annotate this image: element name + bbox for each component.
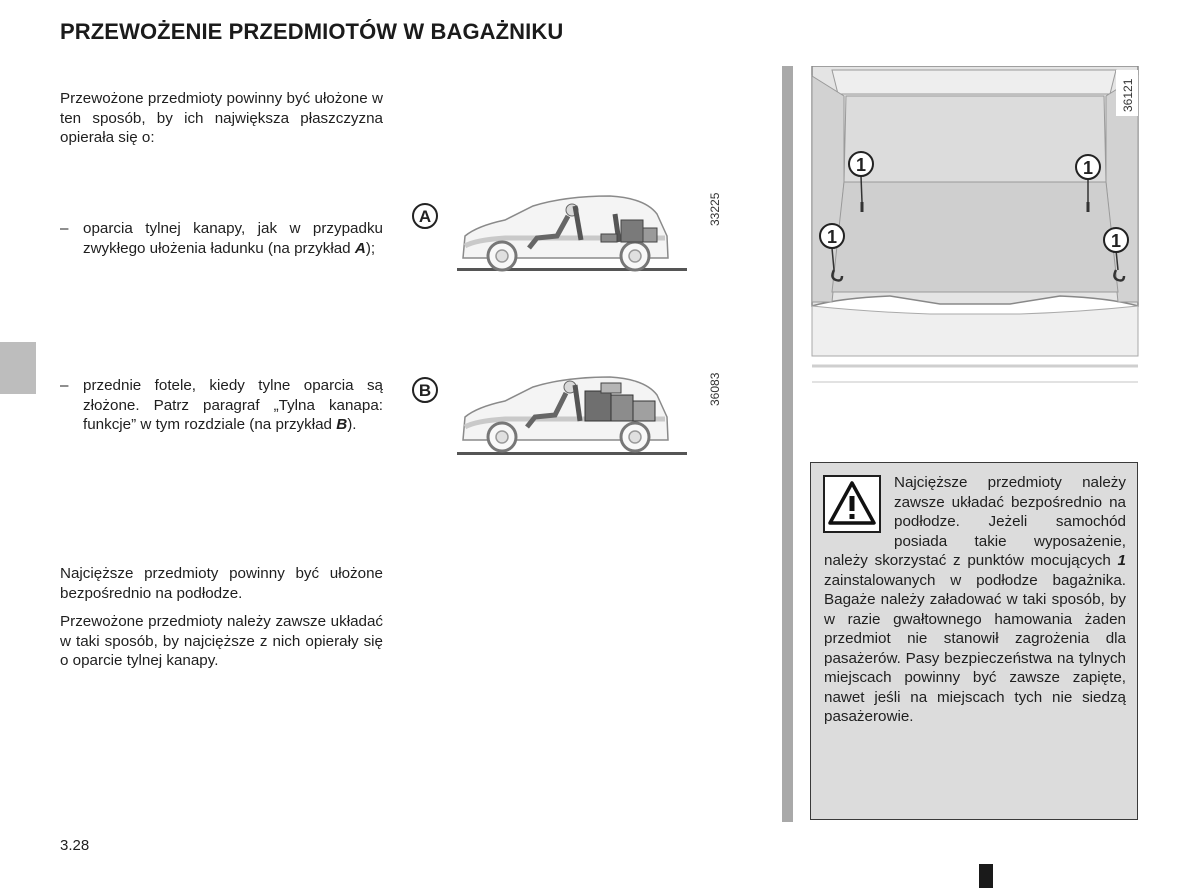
figure-b-code: 36083 xyxy=(708,372,722,406)
anchor-marker-1 xyxy=(820,224,844,248)
intro-paragraph: Przewożone przedmioty powinny być ułożone w ten sposób, by ich największa płaszczyzna opierała się o: xyxy=(60,90,383,146)
page-title: PRZEWOŻENIE PRZEDMIOTÓW W BAGAŻNIKU xyxy=(60,19,564,44)
warning-box xyxy=(810,462,1138,820)
bullet-item-b xyxy=(60,376,383,435)
warning-ref: 1 xyxy=(1117,552,1126,569)
figure-b xyxy=(405,355,725,460)
anchor-marker-1 xyxy=(1076,155,1100,179)
anchor-marker-1 xyxy=(1104,228,1128,252)
warning-text xyxy=(824,473,1126,727)
figure-a-label: A xyxy=(418,207,432,226)
column-divider xyxy=(782,66,793,822)
bullet-b-text-before: przednie fotele, kiedy tylne oparcia są złożone. Patrz paragraf „Tylna kanapa: funkcje” w tym rozdziale (na przykład xyxy=(83,377,383,433)
bullet-b-ref: B xyxy=(336,416,348,433)
page-edge-marker xyxy=(979,864,993,888)
bullet-text-b xyxy=(83,376,383,435)
bullet-a-text-after: ); xyxy=(365,239,376,257)
heavy-items-paragraph: Najcięższe przedmioty powinny być ułożone bezpośrednio na podłodze. xyxy=(60,565,383,602)
car-loaded-behind-front-seats-illustration xyxy=(405,355,725,460)
car-loaded-behind-rear-seat-illustration xyxy=(405,180,725,280)
figure-b-label: B xyxy=(418,381,432,400)
figure-trunk xyxy=(810,66,1140,396)
bullet-dash: – xyxy=(60,220,69,237)
bullet-item-a xyxy=(60,219,383,258)
bullet-text-a xyxy=(83,219,383,258)
anchor-marker-label: 1 xyxy=(826,227,838,247)
anchor-marker-1 xyxy=(849,152,873,176)
page-number: 3.28 xyxy=(60,837,90,854)
bullet-dash: – xyxy=(60,377,69,394)
anchor-marker-label: 1 xyxy=(1110,231,1122,251)
chapter-tab xyxy=(0,342,36,394)
warning-text-before: Najcięższe przedmioty należy zawsze układać bezpośrednio na podłodze. Jeżeli samochód posiada takie wyposażenie, należy skorzystać z punktów mocujących xyxy=(824,474,1126,569)
trunk-anchor-points-illustration xyxy=(810,66,1140,396)
warning-text-after: zainstalowanych w podłodze bagażnika. Bagaże należy załadować w taki sposób, by w razie gwałtownego hamowania żaden przedmiot nie stanowił zagrożenia dla pasażerów. Pasy bezpieczeństwa na tylnych miejscach powinny być zawsze zapięte, nawet jeśli na miejscach tych nie siedzą pasażerowie. xyxy=(824,571,1126,725)
figure-trunk-code: 36121 xyxy=(1121,78,1135,112)
bullet-a-ref: A xyxy=(354,239,366,257)
bullet-b-text-after: ). xyxy=(347,416,357,433)
anchor-marker-label: 1 xyxy=(1082,158,1094,178)
figure-a xyxy=(405,180,725,280)
placement-paragraph: Przewożone przedmioty należy zawsze układać w taki sposób, by najcięższe z nich opierały się o oparcie tylnej kanapy. xyxy=(60,613,383,669)
anchor-marker-label: 1 xyxy=(855,155,867,175)
bullet-a-text-before: oparcia tylnej kanapy, jak w przypadku zwykłego ułożenia ładunku (na przykład xyxy=(83,220,383,257)
figure-a-code: 33225 xyxy=(708,192,722,226)
